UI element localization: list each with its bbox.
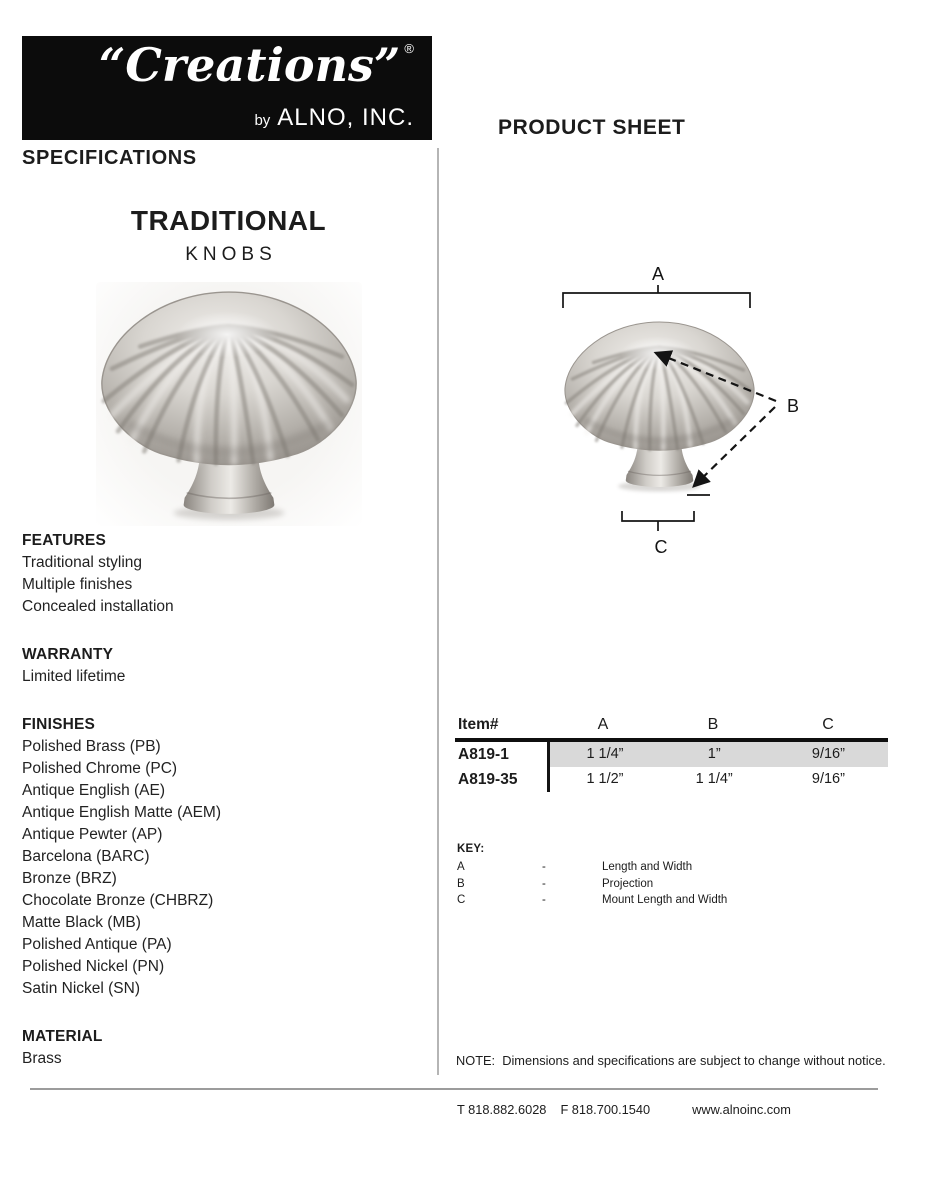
warranty-section <box>22 644 435 688</box>
feature-item: Traditional styling <box>22 554 143 571</box>
finishes-heading: FINISHES <box>22 716 96 733</box>
product-photo <box>96 282 362 526</box>
col-header-item: Item# <box>458 716 499 733</box>
table-row <box>455 742 888 767</box>
finish-item: Polished Brass (PB) <box>22 738 161 755</box>
finish-item: Barcelona (BARC) <box>22 848 150 865</box>
item-number: A819-1 <box>455 742 550 767</box>
left-column <box>22 193 435 1070</box>
finish-item: Satin Nickel (SN) <box>22 980 140 997</box>
key-letter: B <box>457 877 465 890</box>
finish-item: Antique English Matte (AEM) <box>22 804 222 821</box>
spec-table <box>455 712 888 792</box>
finish-item: Chocolate Bronze (CHBRZ) <box>22 892 214 909</box>
dim-c-value: 9/16” <box>811 771 845 787</box>
key-entry <box>457 892 727 909</box>
finish-item: Matte Black (MB) <box>22 914 141 931</box>
col-header-b: B <box>707 716 719 733</box>
finish-item: Antique Pewter (AP) <box>22 826 163 843</box>
footer-contact <box>457 1102 791 1117</box>
dim-c-value: 9/16” <box>769 742 888 767</box>
dim-bracket-c <box>622 511 694 521</box>
table-row <box>455 767 888 792</box>
finish-item: Antique English (AE) <box>22 782 166 799</box>
product-type-subtitle: KNOBS <box>185 244 277 265</box>
dim-b-value: 1” <box>660 742 769 767</box>
feature-item: Multiple finishes <box>22 576 133 593</box>
warranty-item: Limited lifetime <box>22 668 126 685</box>
dim-b-value: 1 1/4” <box>695 771 733 787</box>
dim-bracket-a <box>563 293 750 308</box>
specifications-heading: SPECIFICATIONS <box>22 147 197 169</box>
dim-a-value: 1 1/2” <box>586 771 624 787</box>
key-letter: C <box>457 894 466 906</box>
key-desc: Projection <box>602 877 654 890</box>
dim-label-c: C <box>654 537 668 557</box>
features-heading: FEATURES <box>22 532 106 549</box>
website-link[interactable]: www.alnoinc.com <box>692 1102 791 1117</box>
finish-item: Polished Antique (PA) <box>22 936 172 953</box>
feature-item: Concealed installation <box>22 598 174 615</box>
brand-logo <box>22 36 432 140</box>
key-dash: - <box>542 894 546 906</box>
item-number: A819-35 <box>455 767 550 792</box>
footer-divider <box>30 1088 878 1090</box>
key-entry <box>457 876 727 893</box>
dimension-diagram <box>440 250 920 590</box>
dim-label-a: A <box>651 264 665 284</box>
key-dash: - <box>542 861 546 873</box>
key-desc: Length and Width <box>602 861 693 873</box>
byline-company: ALNO, INC. <box>277 104 414 131</box>
key-entry <box>457 859 727 876</box>
finishes-section <box>22 714 435 1000</box>
knob-photo-illustration <box>96 282 362 526</box>
material-section <box>22 1026 435 1070</box>
disclaimer-note: NOTE: Dimensions and specifications are subject to change without notice. <box>456 1053 886 1068</box>
spec-table-header <box>455 712 888 742</box>
registered-mark-icon: ® <box>404 41 414 56</box>
brand-script-text: “Creations” <box>98 38 401 92</box>
features-section <box>22 530 435 618</box>
key-dash: - <box>542 877 546 890</box>
key-desc: Mount Length and Width <box>602 894 728 906</box>
finish-item: Polished Nickel (PN) <box>22 958 165 975</box>
warranty-heading: WARRANTY <box>22 646 114 663</box>
byline-by: by <box>254 112 271 129</box>
product-family-title: TRADITIONAL <box>130 205 327 236</box>
finish-item: Bronze (BRZ) <box>22 870 117 887</box>
col-header-c: C <box>822 716 834 733</box>
col-header-a: A <box>597 716 609 733</box>
key-heading: KEY: <box>457 843 485 855</box>
material-heading: MATERIAL <box>22 1028 103 1045</box>
knob-diagram-illustration <box>565 322 754 492</box>
brand-name <box>99 38 414 92</box>
product-sheet-heading: PRODUCT SHEET <box>498 116 686 139</box>
phone-fax: F 818.700.1540 <box>560 1102 651 1117</box>
key-letter: A <box>457 861 465 873</box>
phone-telephone: T 818.882.6028 <box>457 1102 547 1117</box>
finish-item: Polished Chrome (PC) <box>22 760 178 777</box>
dim-a-value: 1 1/4” <box>550 742 659 767</box>
material-item: Brass <box>22 1050 62 1067</box>
dimension-key <box>457 843 727 909</box>
dim-label-b: B <box>787 396 800 416</box>
vertical-divider <box>437 148 439 1075</box>
brand-byline <box>254 104 414 132</box>
